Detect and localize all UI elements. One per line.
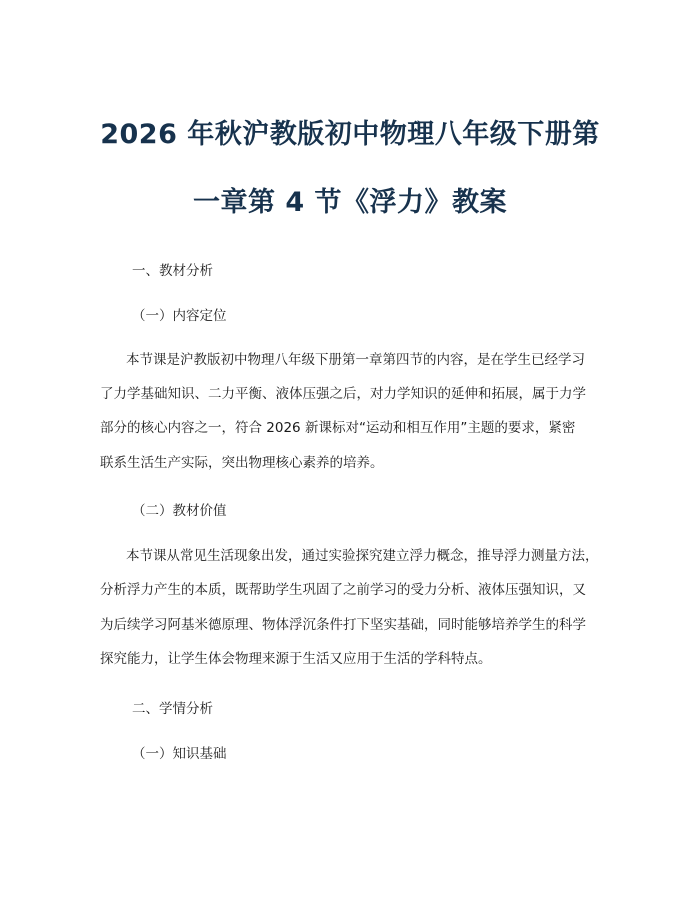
subsection-heading-content-positioning: （一）内容定位 <box>132 308 227 324</box>
paragraph-line: 联系生活生产实际，突出物理核心素养的培养。 <box>100 455 384 471</box>
paragraph-line: 本节课是沪教版初中物理八年级下册第一章第四节的内容，是在学生已经学习 <box>126 352 585 368</box>
section-heading-learner-analysis: 二、学情分析 <box>132 701 213 717</box>
subsection-heading-textbook-value: （二）教材价值 <box>132 503 227 519</box>
paragraph-line: 为后续学习阿基米德原理、物体浮沉条件打下坚实基础，同时能够培养学生的科学 <box>100 617 586 633</box>
paragraph-line: 了力学基础知识、二力平衡、液体压强之后，对力学知识的延伸和拓展，属于力学 <box>100 386 586 402</box>
section-heading-textbook-analysis: 一、教材分析 <box>132 263 213 279</box>
document-title-line-1: 2026 年秋沪教版初中物理八年级下册第 <box>100 119 600 150</box>
paragraph-line: 探究能力，让学生体会物理来源于生活又应用于生活的学科特点。 <box>100 651 492 667</box>
subsection-heading-knowledge-foundation: （一）知识基础 <box>132 746 227 762</box>
document-title-line-2: 一章第 4 节《浮力》教案 <box>192 187 508 218</box>
paragraph-line: 分析浮力产生的本质，既帮助学生巩固了之前学习的受力分析、液体压强知识，又 <box>100 582 586 598</box>
paragraph-line: 部分的核心内容之一，符合 2026 新课标对“运动和相互作用”主题的要求，紧密 <box>100 420 576 436</box>
paragraph-line: 本节课从常见生活现象出发，通过实验探究建立浮力概念，推导浮力测量方法， <box>126 548 599 564</box>
